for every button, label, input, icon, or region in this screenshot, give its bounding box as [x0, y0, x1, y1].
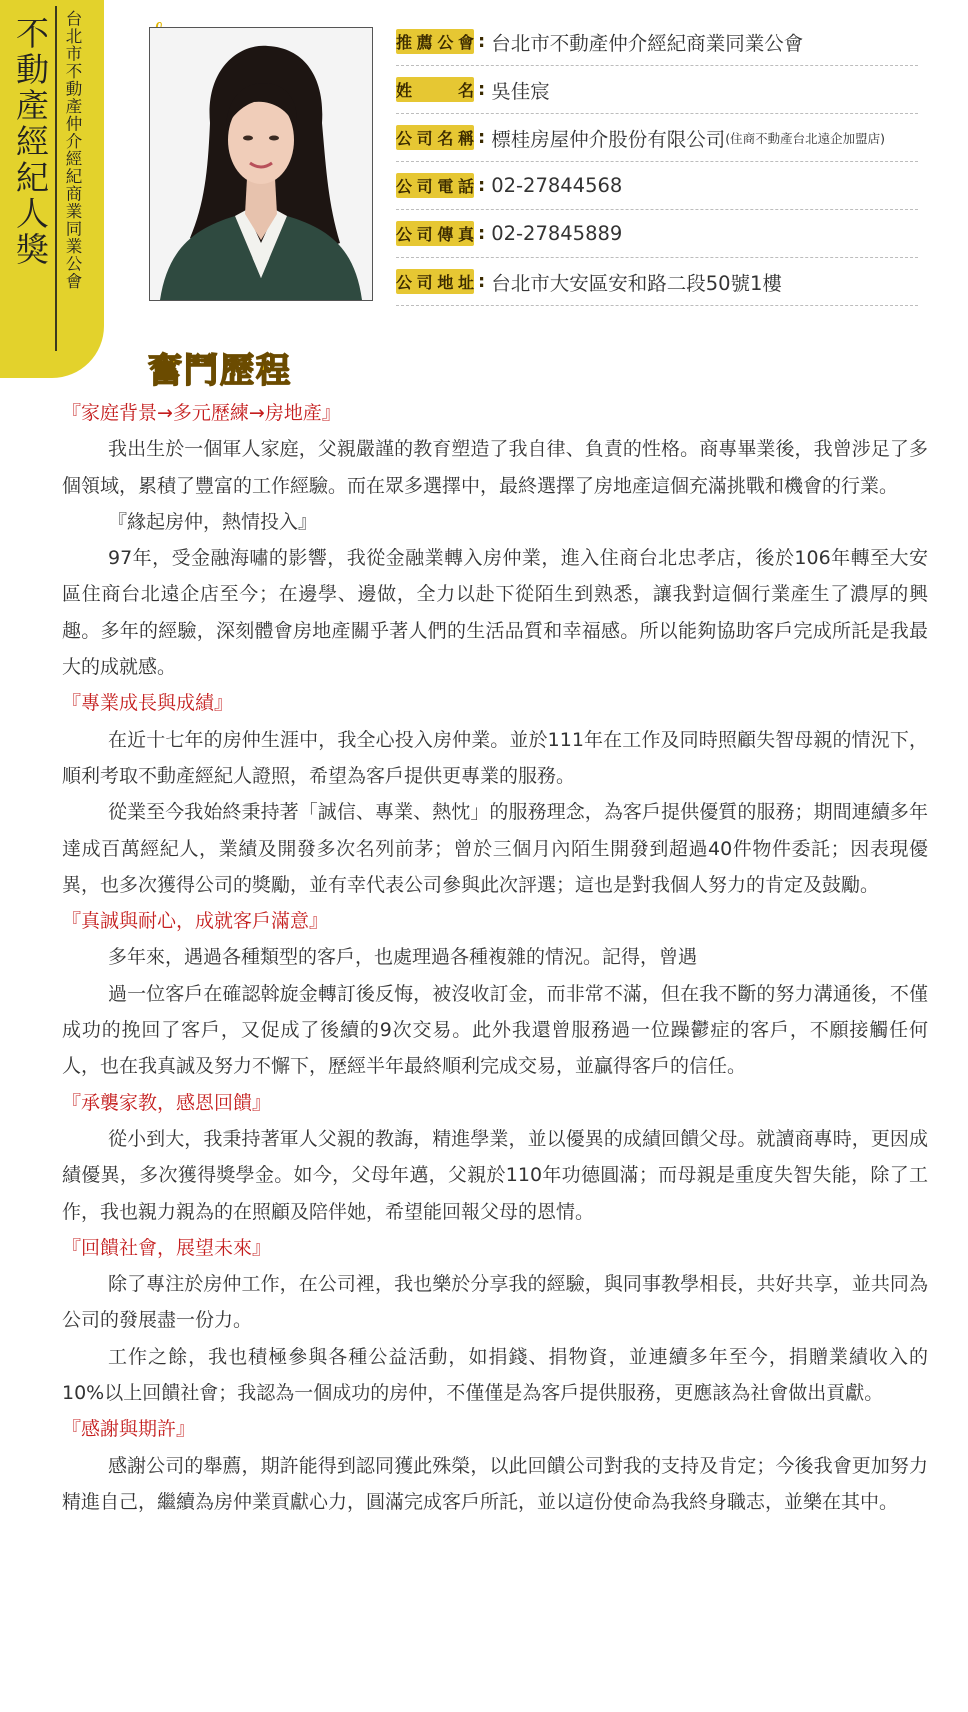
info-label: 公司名稱: [396, 125, 474, 150]
story-heading: 『家庭背景→多元歷練→房地產』: [62, 402, 341, 424]
info-row-address: 公司地址 : 台北市大安區安和路二段50號1樓: [396, 258, 918, 306]
story-paragraph: 過一位客戶在確認斡旋金轉訂後反悔，被沒收訂金，而非常不滿，但在我不斷的努力溝通後，不僅成功的挽回了客戶，又促成了後續的9次交易。此外我還曾服務過一位躁鬱症的客戶，不願接觸任何人，也在我真誠及努力不懈下，歷經半年最終順利完成交易，並贏得客戶的信任。: [62, 982, 928, 1078]
info-value: 02-27844568: [491, 174, 623, 197]
info-note: (住商不動產台北遠企加盟店): [725, 130, 885, 146]
info-value: 台北市大安區安和路二段50號1樓: [491, 271, 782, 295]
info-value: 台北市不動產仲介經紀商業同業公會: [491, 31, 804, 55]
story-heading: 『承襲家教，感恩回饋』: [62, 1091, 272, 1114]
info-row-name: 姓 名 : 吳佳宸: [396, 66, 918, 114]
info-label: 姓 名: [396, 77, 474, 102]
story-heading: 『回饋社會，展望未來』: [62, 1236, 272, 1259]
story-heading: 『真誠與耐心，成就客戶滿意』: [62, 910, 329, 933]
story-heading: 『感謝與期許』: [62, 1418, 196, 1441]
info-label: 推薦公會: [396, 29, 474, 54]
award-ribbon: [0, 0, 104, 378]
story-paragraph: 97年，受金融海嘯的影響，我從金融業轉入房仲業，進入住商台北忠孝店，後於106年轉至大安區住商台北遠企店至今；在邊學、邊做，全力以赴下從陌生到熟悉，讓我對這個行業產生了濃厚的興趣。多年的經驗，深刻體會房地產關乎著人們的生活品質和幸福感。所以能夠協助客戶完成所託是我最大的成就感。: [62, 547, 928, 679]
story-paragraph: 工作之餘，我也積極參與各種公益活動，如捐錢、捐物資，並連續多年至今，捐贈業績收入的10%以上回饋社會；我認為一個成功的房仲，不僅僅是為客戶提供服務，更應該為社會做出貢獻。: [62, 1345, 928, 1405]
story-paragraph: 從業至今我始終秉持著「誠信、專業、熱忱」的服務理念，為客戶提供優質的服務；期間連續多年達成百萬經紀人，業績及開發多次名列前茅；曾於三個月內陌生開發到超過40件物件委託；因表現優異，也多次獲得公司的獎勵，並有幸代表公司參與此次評選；這也是對我個人努力的肯定及鼓勵。: [62, 801, 928, 896]
info-value: 02-27845889: [491, 222, 623, 245]
story-paragraph: 我出生於一個軍人家庭，父親嚴謹的教育塑造了我自律、負責的性格。商專畢業後，我曾涉足了多個領域，累積了豐富的工作經驗。而在眾多選擇中，最終選擇了房地產這個充滿挑戰和機會的行業。: [62, 438, 928, 497]
ribbon-divider: [55, 6, 57, 351]
story-paragraph: 在近十七年的房仲生涯中，我全心投入房仲業。並於111年在工作及同時照顧失智母親的情況下，順利考取不動產經紀人證照，希望為客戶提供更專業的服務。: [62, 728, 928, 787]
info-label: 公司地址: [396, 269, 474, 294]
story-paragraph: 從小到大，我秉持著軍人父親的教誨，精進學業，並以優異的成績回饋父母。就讀商專時，更因成績優異，多次獲得獎學金。如今，父母年邁，父親於110年功德圓滿；而母親是重度失智失能，除了工作，我也親力親為的在照顧及陪伴她，希望能回報父母的恩情。: [62, 1127, 928, 1223]
info-label: 公司電話: [396, 173, 474, 198]
info-value: 吳佳宸: [491, 79, 550, 103]
story-paragraph: 除了專注於房仲工作，在公司裡，我也樂於分享我的經驗，與同事教學相長，共好共享，並共同為公司的發展盡一份力。: [62, 1273, 928, 1332]
info-row-fax: 公司傳真 : 02-27845889: [396, 210, 918, 258]
story-paragraph: 『緣起房仲，熱情投入』: [108, 510, 318, 533]
story-heading: 『專業成長與成績』: [62, 692, 234, 715]
profile-photo: [149, 27, 373, 301]
info-row-phone: 公司電話 : 02-27844568: [396, 162, 918, 210]
info-label: 公司傳真: [396, 221, 474, 246]
profile-info: [396, 18, 918, 306]
story-paragraph: 感謝公司的舉薦，期許能得到認同獲此殊榮，以此回饋公司對我的支持及肯定；今後我會更加努力精進自己，繼續為房仲業貢獻心力，圓滿完成客戶所託，並以這份使命為我終身職志，並樂在其中。: [62, 1454, 928, 1513]
award-title: 不動產經紀人獎: [11, 16, 50, 268]
info-value: 標桂房屋仲介股份有限公司: [491, 127, 726, 151]
section-title: 奮鬥歷程: [148, 351, 292, 391]
story-paragraph: 多年來，遇過各種類型的客戶，也處理過各種複雜的情況。記得，曾遇: [108, 946, 698, 969]
info-row-company: 公司名稱 : 標桂房屋仲介股份有限公司 (住商不動產台北遠企加盟店): [396, 114, 918, 162]
info-row-association: 推薦公會 : 台北市不動產仲介經紀商業同業公會: [396, 18, 918, 66]
story-content: [62, 395, 928, 1520]
association-name: 台北市不動產仲介經紀商業同業公會: [63, 10, 82, 290]
